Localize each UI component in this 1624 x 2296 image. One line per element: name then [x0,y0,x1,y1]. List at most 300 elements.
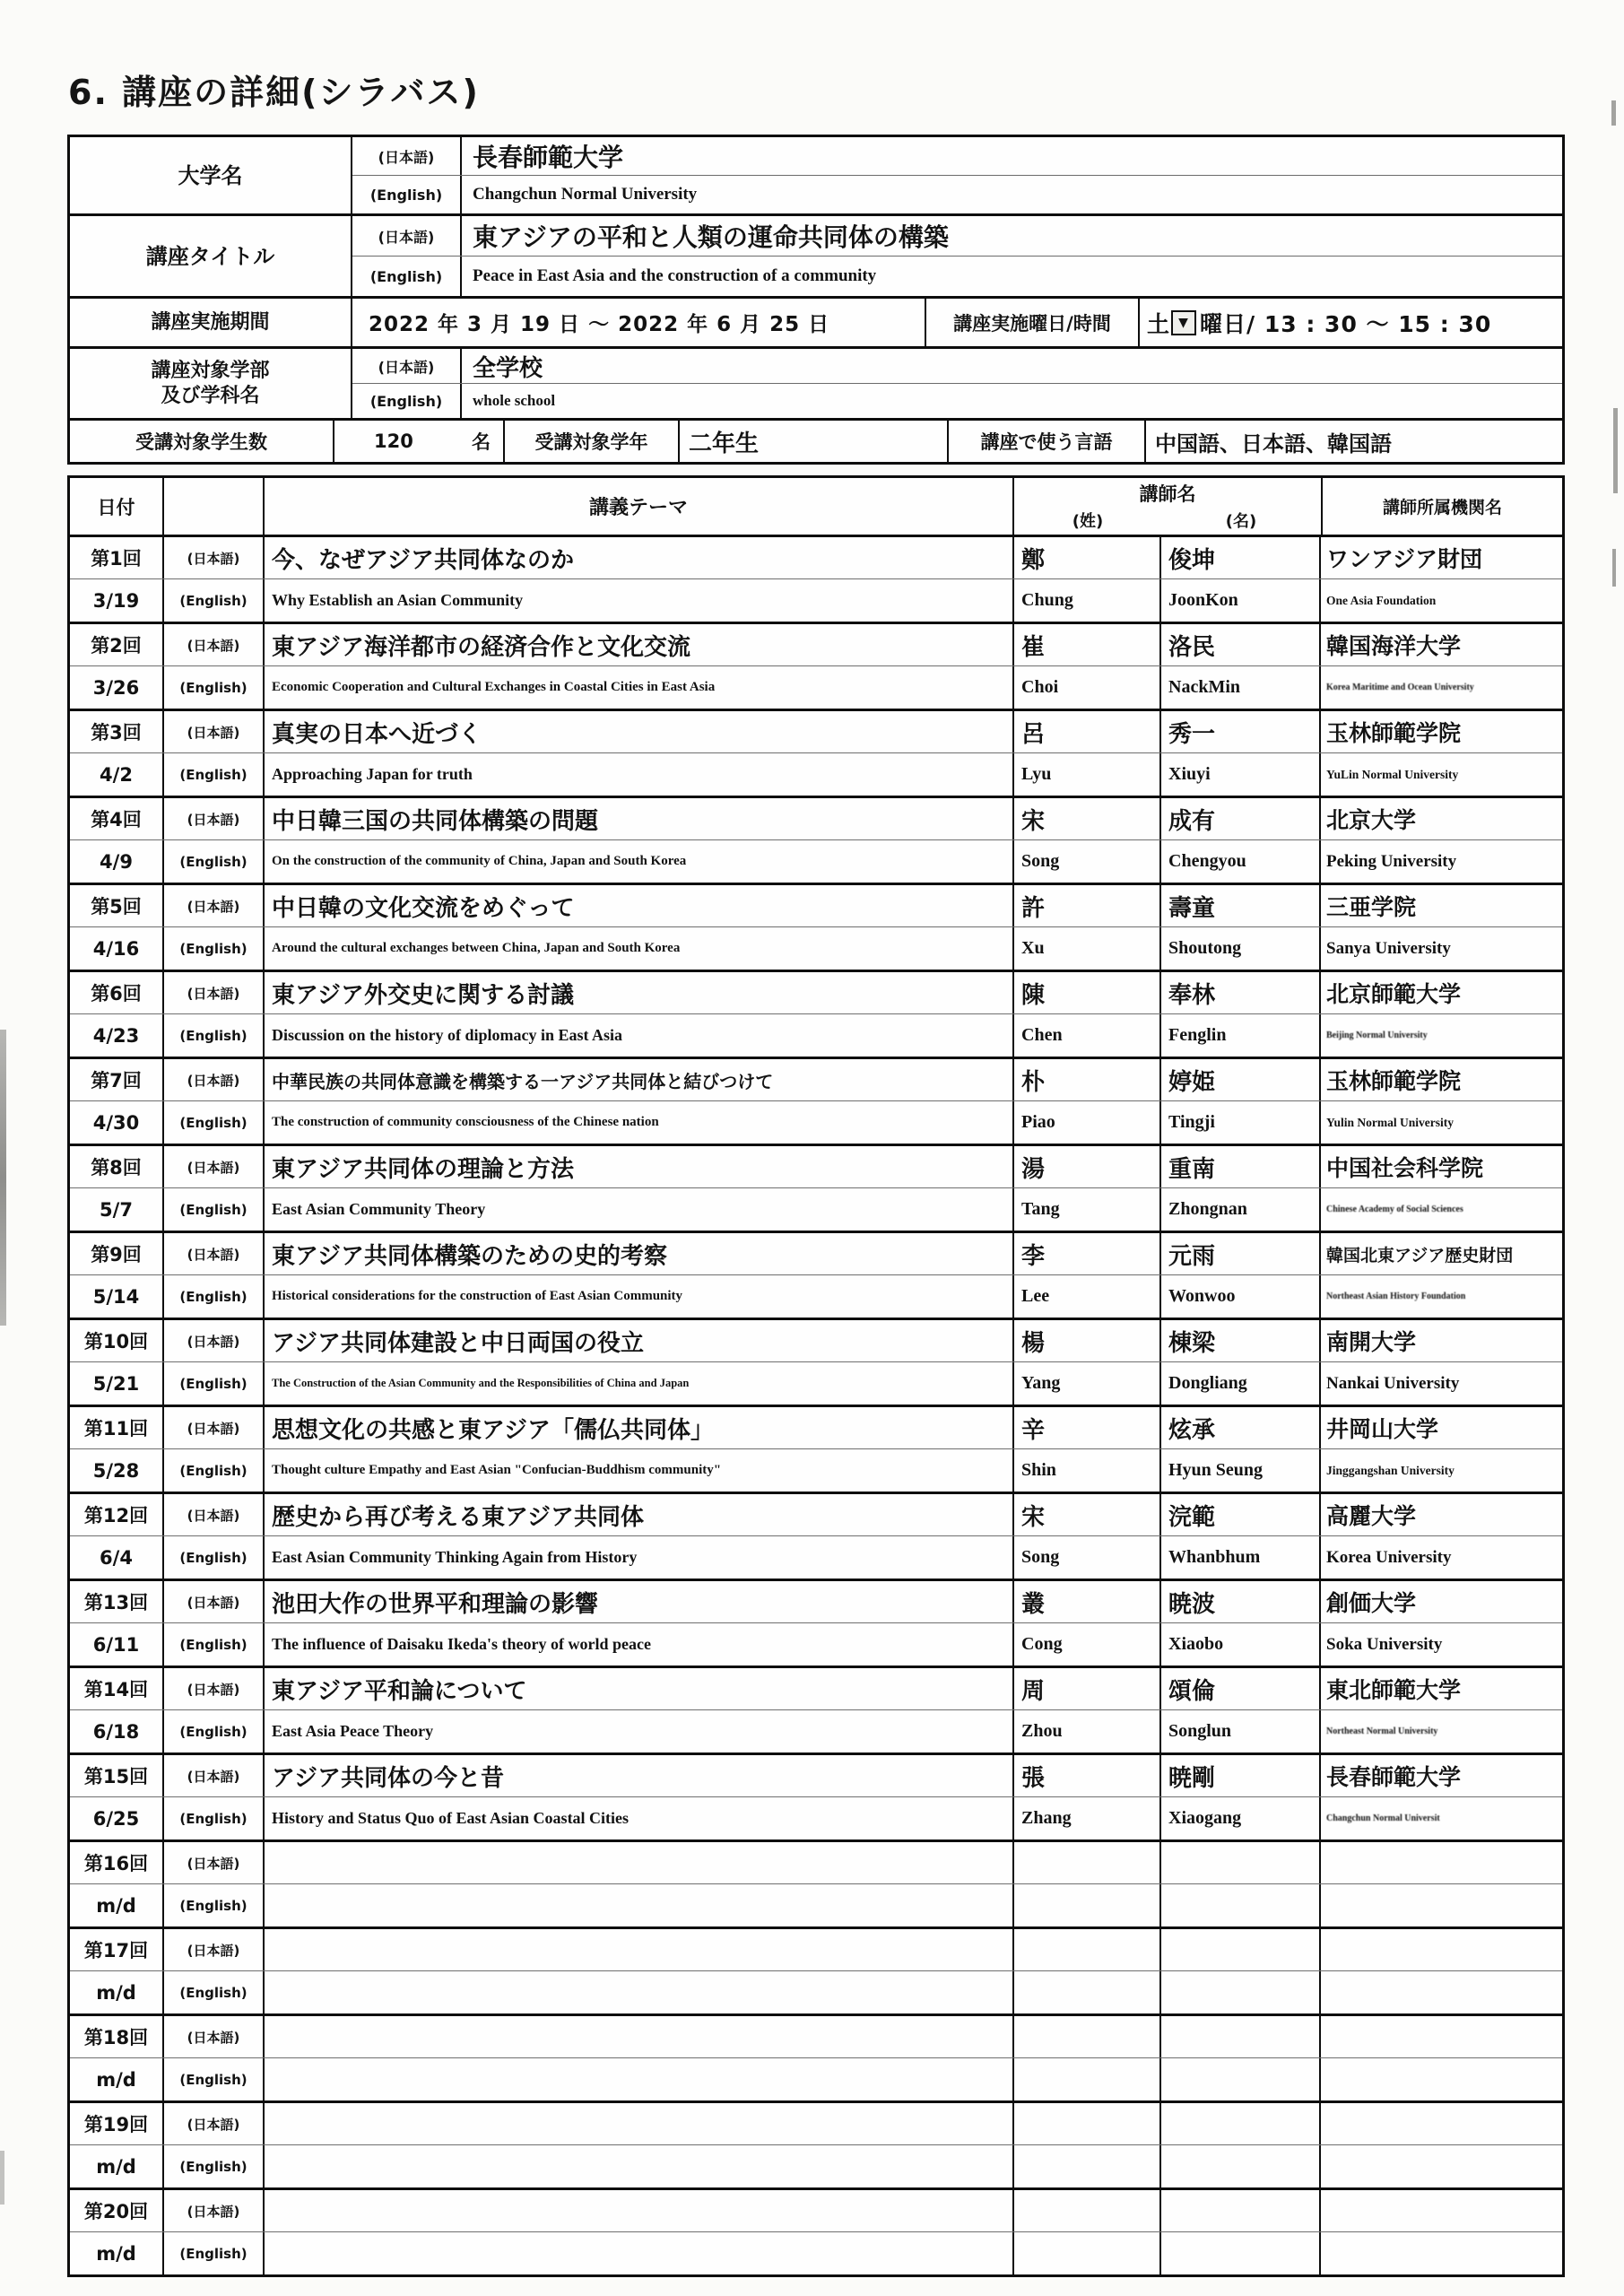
english-tag: (English) [352,176,462,213]
lecture-date: 6/4 [70,1536,164,1578]
schedule-row-group [70,624,1562,711]
organization-en: One Asia Foundation [1326,593,1437,607]
schedule-subrow-ja [70,972,1562,1014]
weekday-time-value [1140,299,1562,346]
japanese-tag: (日本語) [164,1929,265,1970]
lecturer-surname-ja: 楊 [1021,1329,1046,1357]
lecturer-given-name-en: Wonwoo [1168,1286,1236,1306]
header-surname: (姓) [1072,512,1104,532]
grade-value: 二年生 [680,421,949,462]
theme-ja: 東アジア海洋都市の経済合作と文化交流 [272,633,690,661]
header-lecturer: 講師名 [1139,483,1196,505]
lecturer-given-name-ja: 暁剛 [1168,1764,1216,1792]
schedule-row-group [70,972,1562,1059]
course-title-label: 講座タイトル [70,216,352,296]
student-count-cell [334,421,505,462]
english-tag: (English) [164,1014,265,1057]
japanese-tag: (日本語) [164,1581,265,1622]
schedule-row-group [70,1842,1562,1929]
header-date: 日付 [70,478,164,535]
lecturer-given-name-en: NackMin [1168,677,1240,697]
english-tag: (English) [164,927,265,970]
lecturer-given-name-ja: 炫承 [1168,1416,1216,1444]
lecture-date: m/d [70,1971,164,2013]
header-given-name: (名) [1225,512,1257,532]
schedule-subrow-ja [70,2103,1562,2145]
lecturer-surname-ja: 宋 [1021,1503,1046,1531]
lecturer-given-name-en: Xiaobo [1168,1634,1224,1654]
lecturer-surname-en: Lyu [1021,764,1052,784]
student-count-label: 受講対象学生数 [70,421,334,462]
english-tag: (English) [164,1797,265,1839]
organization-en: Jinggangshan University [1326,1463,1455,1477]
schedule-subrow-ja [70,885,1562,927]
schedule-table [67,475,1565,2277]
english-tag: (English) [164,1623,265,1665]
lecturer-given-name-en: Tingji [1168,1112,1215,1132]
organization-ja: 北京大学 [1326,807,1417,833]
lecturer-given-name-ja: 重南 [1168,1155,1216,1183]
lecturer-given-name-en: Zhongnan [1168,1199,1247,1219]
schedule-subrow-en [70,1884,1562,1926]
schedule-subrow-en [70,1188,1562,1231]
lecture-number: 第7回 [70,1059,164,1100]
lecture-number: 第8回 [70,1146,164,1187]
english-tag: (English) [164,1710,265,1752]
theme-en: Around the cultural exchanges between China, Japan and South Korea [272,941,681,955]
lecture-date: 4/9 [70,840,164,883]
target-label: 講座対象学部 及び学科名 [70,349,352,418]
period-dates: 2022 年 3 月 19 日 ～ 2022 年 6 月 25 日 [352,299,926,346]
theme-ja: 東アジア共同体の理論と方法 [272,1155,574,1183]
organization-en: Korea University [1326,1547,1452,1567]
theme-ja: 中日韓三国の共同体構築の問題 [272,807,599,835]
english-tag: (English) [164,1884,265,1926]
lecturer-surname-en: Xu [1021,938,1045,958]
chevron-down-icon: ▼ [1178,315,1189,330]
schedule-subrow-ja [70,1320,1562,1362]
schedule-subrow-ja [70,798,1562,840]
lecture-number: 第15回 [70,1755,164,1796]
schedule-subrow-ja [70,1059,1562,1101]
header-theme: 講義テーマ [265,478,1014,535]
schedule-subrow-ja [70,1407,1562,1449]
organization-ja: 韓国北東アジア歴史財団 [1326,1245,1514,1265]
schedule-subrow-en [70,1101,1562,1144]
weekday-time-label: 講座実施曜日/時間 [926,299,1140,346]
theme-en: Historical considerations for the construction of East Asian Community [272,1289,683,1303]
lecturer-surname-ja: 鄭 [1021,546,1046,574]
schedule-subrow-en [70,1710,1562,1752]
english-tag: (English) [164,1101,265,1144]
schedule-row-group [70,1929,1562,2016]
lecturer-surname-ja: 崔 [1021,633,1046,661]
lecture-number: 第3回 [70,711,164,752]
lecture-date: 5/7 [70,1188,164,1231]
university-label: 大学名 [70,137,352,213]
schedule-row-group [70,537,1562,624]
lecturer-given-name-ja: 浣範 [1168,1503,1216,1531]
lecturer-given-name-en: Whanbhum [1168,1547,1261,1567]
theme-en: The Construction of the Asian Community and the Responsibilities of China and Japan [272,1377,690,1389]
schedule-row-group [70,1494,1562,1581]
theme-en: Why Establish an Asian Community [272,591,524,609]
lecturer-surname-en: Song [1021,1547,1060,1567]
theme-ja: 今、なぜアジア共同体なのか [272,546,574,574]
organization-en: Yulin Normal University [1326,1115,1455,1129]
schedule-subrow-ja [70,1842,1562,1884]
japanese-tag: (日本語) [164,1755,265,1796]
info-row-students [70,421,1562,462]
schedule-subrow-ja [70,1146,1562,1188]
lecture-number: 第19回 [70,2103,164,2144]
lecture-date: 5/28 [70,1449,164,1492]
schedule-row-group [70,1668,1562,1755]
lecturer-given-name-ja: 婷姫 [1168,1068,1216,1096]
lecturer-surname-en: Lee [1021,1286,1050,1306]
schedule-row-group [70,1146,1562,1233]
course-language-label: 講座で使う言語 [949,421,1146,462]
course-language-value: 中国語、日本語、韓国語 [1155,430,1392,457]
japanese-tag: (日本語) [352,216,462,256]
schedule-subrow-ja [70,2016,1562,2058]
theme-ja: 歴史から再び考える東アジア共同体 [272,1503,644,1531]
lecturer-given-name-ja: 暁波 [1168,1590,1216,1618]
theme-ja: 中日韓の文化交流をめぐって [272,894,575,922]
schedule-subrow-en [70,2232,1562,2274]
organization-en: Korea Maritime and Ocean University [1326,683,1474,692]
japanese-tag: (日本語) [164,1233,265,1274]
schedule-subrow-ja [70,1929,1562,1971]
english-tag: (English) [164,666,265,709]
header-organization: 講師所属機関名 [1382,498,1502,517]
lecture-date: m/d [70,2232,164,2274]
lecturer-surname-en: Zhang [1021,1808,1072,1828]
english-tag: (English) [164,1275,265,1318]
lecturer-given-name-en: Chengyou [1168,851,1246,871]
scan-artifact [1611,100,1616,126]
schedule-header [70,478,1562,537]
weekday-value: 土 [1147,310,1171,337]
organization-ja: 長春師範大学 [1326,1764,1462,1790]
organization-en: YuLin Normal University [1326,767,1459,781]
schedule-subrow-en [70,840,1562,883]
theme-en: East Asian Community Theory [272,1200,486,1218]
schedule-subrow-en [70,1362,1562,1405]
lecturer-surname-en: Cong [1021,1634,1063,1654]
lecturer-surname-en: Chen [1021,1025,1063,1045]
organization-ja: 玉林師範学院 [1326,720,1462,746]
lecture-number: 第14回 [70,1668,164,1709]
lecturer-surname-ja: 許 [1021,894,1046,922]
theme-ja: 東アジア共同体構築のための史的考察 [272,1242,667,1270]
organization-ja: 創価大学 [1326,1590,1417,1616]
theme-en: East Asian Community Thinking Again from History [272,1548,638,1566]
schedule-subrow-ja [70,537,1562,579]
lecture-number: 第17回 [70,1929,164,1970]
lecture-number: 第4回 [70,798,164,839]
lecture-number: 第9回 [70,1233,164,1274]
english-tag: (English) [164,1971,265,2013]
target-en: whole school [473,392,556,409]
period-label: 講座実施期間 [70,299,352,346]
japanese-tag: (日本語) [164,624,265,665]
lecture-date: 4/16 [70,927,164,970]
lecturer-surname-ja: 陳 [1021,981,1046,1009]
lecture-date: 4/2 [70,753,164,796]
scan-artifact [1612,549,1616,587]
japanese-tag: (日本語) [164,1842,265,1883]
lecture-number: 第20回 [70,2190,164,2231]
english-tag: (English) [164,1188,265,1231]
lecturer-surname-ja: 呂 [1021,720,1046,748]
lecture-date: 3/19 [70,579,164,622]
theme-en: History and Status Quo of East Asian Coastal Cities [272,1809,630,1827]
lecturer-given-name-ja: 壽童 [1168,894,1216,922]
organization-ja: 韓国海洋大学 [1326,633,1462,659]
theme-en: Discussion on the history of diplomacy in East Asia [272,1026,623,1044]
organization-en: Chinese Academy of Social Sciences [1326,1205,1463,1214]
theme-ja: 中華民族の共同体意識を構築する一アジア共同体と結びつけて [272,1070,774,1092]
target-ja: 全学校 [473,354,543,382]
japanese-tag: (日本語) [164,1407,265,1448]
organization-ja: 三亜学院 [1326,894,1417,920]
japanese-tag: (日本語) [164,2190,265,2231]
theme-ja: 東アジア外交史に関する討議 [272,981,574,1009]
student-count: 120 [374,430,413,452]
schedule-row-group [70,1233,1562,1320]
scan-artifact [1613,408,1618,493]
theme-ja: アジア共同体建設と中日両国の役立 [272,1329,644,1357]
schedule-subrow-en [70,753,1562,796]
lecturer-given-name-en: Shoutong [1168,938,1242,958]
lecturer-given-name-ja: 秀一 [1168,720,1216,748]
schedule-subrow-en [70,1536,1562,1578]
japanese-tag: (日本語) [164,1146,265,1187]
lecturer-given-name-ja: 成有 [1168,807,1216,835]
schedule-row-group [70,2016,1562,2103]
info-row-target [70,349,1562,421]
lecturer-surname-ja: 周 [1021,1677,1046,1705]
schedule-subrow-en [70,1797,1562,1839]
japanese-tag: (日本語) [164,537,265,578]
lecture-number: 第2回 [70,624,164,665]
theme-en: The influence of Daisaku Ikeda's theory of world peace [272,1635,651,1653]
student-count-unit: 名 [472,431,491,453]
organization-en: Soka University [1326,1634,1443,1654]
organization-en: Beijing Normal University [1326,1031,1428,1040]
lecturer-surname-en: Song [1021,851,1060,871]
lecturer-given-name-en: Xiaogang [1168,1808,1242,1828]
weekday-dropdown[interactable] [1171,310,1196,335]
theme-en: Approaching Japan for truth [272,765,473,783]
schedule-subrow-ja [70,2190,1562,2232]
header-lecturer-group [1014,478,1323,535]
organization-ja: 南開大学 [1326,1329,1417,1355]
organization-ja: 井岡山大学 [1326,1416,1439,1442]
english-tag: (English) [164,840,265,883]
lecturer-surname-en: Shin [1021,1460,1056,1480]
lecturer-given-name-ja: 奉林 [1168,981,1216,1009]
theme-en: On the construction of the community of China, Japan and South Korea [272,854,687,868]
japanese-tag: (日本語) [352,349,462,383]
lecture-number: 第5回 [70,885,164,926]
lecturer-given-name-ja: 洛民 [1168,633,1216,661]
english-tag: (English) [164,1449,265,1492]
lecturer-surname-ja: 辛 [1021,1416,1046,1444]
schedule-row-group [70,711,1562,798]
schedule-row-group [70,1755,1562,1842]
japanese-tag: (日本語) [164,1059,265,1100]
lecture-date: 6/25 [70,1797,164,1839]
schedule-row-group [70,1320,1562,1407]
english-tag: (English) [164,2058,265,2100]
university-name-en: Changchun Normal University [473,185,698,204]
schedule-row-group [70,2190,1562,2274]
lecturer-given-name-en: Dongliang [1168,1373,1247,1393]
lecture-number: 第1回 [70,537,164,578]
lecturer-given-name-en: Xiuyi [1168,764,1211,784]
english-tag: (English) [164,753,265,796]
info-row-course-title [70,216,1562,299]
lecture-date: 4/23 [70,1014,164,1057]
schedule-subrow-ja [70,1233,1562,1275]
lecture-number: 第10回 [70,1320,164,1361]
page-title: 6. 講座の詳細(シラバス) [68,73,480,112]
english-tag: (English) [164,2145,265,2187]
course-info-table [67,135,1565,465]
theme-en: The construction of community consciousness of the Chinese nation [272,1115,659,1129]
schedule-row-group [70,1059,1562,1146]
theme-ja: アジア共同体の今と昔 [272,1764,504,1792]
schedule-row-group [70,2103,1562,2190]
schedule-subrow-ja [70,711,1562,753]
theme-ja: 思想文化の共感と東アジア「儒仏共同体」 [272,1416,714,1444]
organization-ja: 中国社会科学院 [1326,1155,1484,1181]
lecturer-surname-ja: 宋 [1021,807,1046,835]
lecture-date: m/d [70,1884,164,1926]
theme-ja: 真実の日本へ近づく [272,720,482,748]
japanese-tag: (日本語) [164,1320,265,1361]
lecture-number: 第6回 [70,972,164,1013]
header-language-column [164,478,265,535]
lecturer-surname-en: Yang [1021,1373,1061,1393]
lecturer-surname-ja: 叢 [1021,1590,1046,1618]
organization-ja: 玉林師範学院 [1326,1068,1462,1094]
schedule-subrow-en [70,666,1562,709]
lecturer-surname-ja: 李 [1021,1242,1046,1270]
schedule-row-group [70,885,1562,972]
schedule-row-group [70,1581,1562,1668]
english-tag: (English) [352,384,462,418]
lecturer-given-name-en: Songlun [1168,1721,1232,1741]
lecture-date: 5/21 [70,1362,164,1405]
theme-ja: 東アジア平和論について [272,1677,527,1705]
lecturer-surname-en: Piao [1021,1112,1055,1132]
course-title-ja: 東アジアの平和と人類の運命共同体の構築 [473,222,949,252]
schedule-subrow-ja [70,1755,1562,1797]
japanese-tag: (日本語) [164,798,265,839]
organization-en: Northeast Asian History Foundation [1326,1292,1466,1301]
lecture-number: 第16回 [70,1842,164,1883]
organization-ja: 北京師範大学 [1326,981,1462,1007]
schedule-subrow-en [70,2145,1562,2187]
schedule-subrow-en [70,1275,1562,1318]
lecture-date: 5/14 [70,1275,164,1318]
japanese-tag: (日本語) [164,2016,265,2057]
scan-artifact [0,1030,6,1326]
lecturer-surname-ja: 張 [1021,1764,1046,1792]
info-row-period [70,299,1562,349]
lecture-date: m/d [70,2145,164,2187]
schedule-subrow-ja [70,1668,1562,1710]
schedule-subrow-en [70,2058,1562,2100]
japanese-tag: (日本語) [164,1494,265,1535]
english-tag: (English) [164,579,265,622]
theme-en: East Asia Peace Theory [272,1722,434,1740]
scan-artifact [0,2151,4,2205]
lecturer-given-name-en: JoonKon [1168,590,1238,610]
organization-ja: ワンアジア財団 [1326,546,1483,572]
lecturer-surname-en: Zhou [1021,1721,1063,1741]
lecture-number: 第11回 [70,1407,164,1448]
university-name-ja: 長春師範大学 [473,143,624,172]
lecturer-surname-ja: 湯 [1021,1155,1046,1183]
lecture-number: 第12回 [70,1494,164,1535]
organization-en: Northeast Normal University [1326,1726,1438,1736]
japanese-tag: (日本語) [164,885,265,926]
schedule-subrow-ja [70,1494,1562,1536]
japanese-tag: (日本語) [164,972,265,1013]
organization-en: Changchun Normal Universit [1326,1813,1440,1823]
organization-en: Sanya University [1326,938,1451,958]
organization-ja: 東北師範大学 [1326,1677,1462,1703]
theme-en: Economic Cooperation and Cultural Exchanges in Coastal Cities in East Asia [272,680,716,694]
theme-en: Thought culture Empathy and East Asian "Confucian-Buddhism community" [272,1463,722,1477]
lecturer-given-name-ja: 棟梁 [1168,1329,1216,1357]
lecture-date: 3/26 [70,666,164,709]
japanese-tag: (日本語) [164,2103,265,2144]
japanese-tag: (日本語) [164,711,265,752]
schedule-subrow-en [70,927,1562,970]
japanese-tag: (日本語) [352,137,462,175]
lecturer-given-name-ja: 俊坤 [1168,546,1216,574]
lecture-number: 第13回 [70,1581,164,1622]
lecturer-given-name-ja: 頌倫 [1168,1677,1216,1705]
schedule-subrow-ja [70,624,1562,666]
lecturer-surname-en: Tang [1021,1199,1060,1219]
theme-ja: 池田大作の世界平和理論の影響 [272,1590,599,1618]
lecture-number: 第18回 [70,2016,164,2057]
schedule-body [70,537,1562,2274]
info-row-university [70,137,1562,216]
schedule-subrow-ja [70,1581,1562,1623]
lecturer-given-name-en: Fenglin [1168,1025,1227,1045]
lecture-date: 6/11 [70,1623,164,1665]
organization-en: Peking University [1326,851,1457,871]
english-tag: (English) [164,2232,265,2274]
lecturer-given-name-ja: 元雨 [1168,1242,1216,1270]
english-tag: (English) [352,257,462,296]
organization-en: Nankai University [1326,1373,1460,1393]
lecturer-surname-ja: 朴 [1021,1068,1046,1096]
lecturer-given-name-en: Hyun Seung [1168,1460,1264,1480]
lecturer-surname-en: Chung [1021,590,1073,610]
schedule-subrow-en [70,1449,1562,1492]
organization-ja: 高麗大学 [1326,1503,1417,1529]
grade-label: 受講対象学年 [505,421,680,462]
schedule-subrow-en [70,1971,1562,2013]
